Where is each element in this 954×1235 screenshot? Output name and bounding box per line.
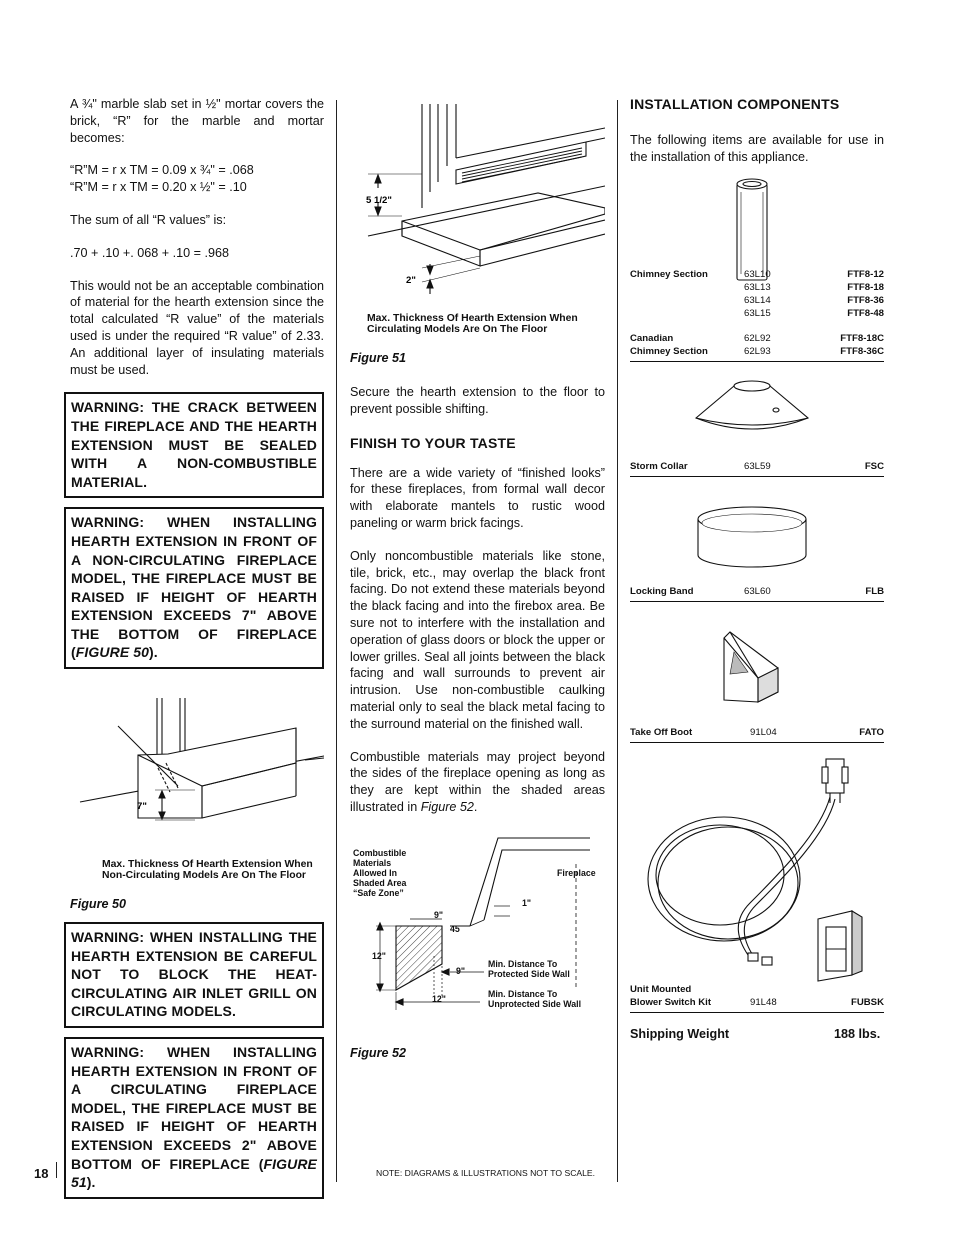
- locking-band-row: [630, 585, 884, 599]
- component-code: 63L59: [744, 460, 771, 472]
- component-family: FLB: [865, 585, 884, 597]
- component-name: Storm Collar: [630, 460, 688, 472]
- marble-intro: A ¾" marble slab set in ½" mortar covers the brick, “R” for the marble and mortar becomes:: [70, 97, 324, 145]
- blower-switch-kit-illustration: [630, 743, 884, 993]
- figure-51-label: Figure 51: [350, 351, 406, 365]
- component-family: FATO: [859, 726, 884, 738]
- component-family: FTF8-18C: [840, 332, 884, 344]
- warning-crack-seal: [64, 392, 324, 498]
- sum-label: The sum of all “R values” is:: [70, 212, 227, 227]
- warning-text: WARNING: WHEN INSTALLING HEARTH EXTENSION IN FRONT OF A NON-CIRCULATING FIREPLACE MODEL, THE FIREPLACE MUST BE RAISED IF HEIGHT OF HEARTH EXTENSION EXCEEDS 7" ABOVE THE BOTTOM OF FIREPLACE (: [71, 514, 317, 661]
- component-code: 63L10: [744, 268, 771, 280]
- scale-note: NOTE: DIAGRAMS & ILLUSTRATIONS NOT TO SCALE.: [376, 1168, 596, 1178]
- component-code: 63L13: [744, 281, 771, 293]
- text: Combustible materials may project beyond the sides of the fireplace opening as long as they are kept within the shaded areas illustrated in: [350, 749, 605, 814]
- warning-air-inlet: [64, 922, 324, 1028]
- storm-collar-illustration: [630, 362, 884, 458]
- component-code: 62L92: [744, 332, 771, 344]
- warning-circulating: [64, 1037, 324, 1199]
- component-name: Canadian: [630, 332, 674, 344]
- finish-paragraph-3: [350, 749, 605, 816]
- combustible-line-3: Allowed In: [353, 867, 397, 878]
- component-code: 63L14: [744, 294, 771, 306]
- page-number-rule: [56, 1162, 57, 1178]
- shipping-weight: [630, 1027, 884, 1047]
- component-code: 63L15: [744, 307, 771, 319]
- equation-2: “R”M = r x TM = 0.20 x ½" = .10: [70, 180, 247, 195]
- combustible-line-1: Combustible: [353, 847, 407, 858]
- r-value-equations: [70, 162, 324, 196]
- component-family: FUBSK: [850, 996, 884, 1008]
- min-unprotected-line-2: Unprotected Side Wall: [488, 998, 582, 1009]
- figure-52: [350, 832, 605, 1062]
- warning-text: WARNING: THE CRACK BETWEEN THE FIREPLACE AND THE HEARTH EXTENSION MUST BE SEALED WITH A NON-COMBUSTIBLE MATERIAL.: [71, 399, 317, 490]
- combustible-line-2: Materials: [353, 857, 392, 868]
- locking-band-illustration: [630, 477, 884, 587]
- figure-50-caption: Max. Thickness Of Hearth Extension When Non-Circulating Models Are On The Floor: [102, 859, 313, 882]
- finish-heading: FINISH TO YOUR TASTE: [350, 434, 516, 451]
- canadian-chimney-list: [630, 332, 884, 358]
- dimension-12-inch-left: 12": [372, 950, 386, 961]
- column-divider-right: [617, 100, 618, 1182]
- figure-52-label: Figure 52: [350, 1045, 406, 1060]
- component-family: FSC: [864, 460, 884, 472]
- min-unprotected-line-1: Min. Distance To: [488, 988, 558, 999]
- component-family: FTF8-12: [847, 268, 884, 280]
- text-end: .: [473, 799, 478, 814]
- min-protected-line-1: Min. Distance To: [488, 958, 558, 969]
- component-name: Take Off Boot: [630, 726, 693, 738]
- figure-52-diagram: [350, 836, 605, 1036]
- figure-51-caption: Max. Thickness Of Hearth Extension When Circulating Models Are On The Floor: [367, 313, 578, 335]
- sum-equation: .70 + .10 +. 068 + .10 = .968: [70, 245, 229, 260]
- column-2: [350, 96, 605, 1062]
- figure-51-dimension-thickness: 2": [406, 275, 416, 286]
- combustible-line-5: “Safe Zone”: [353, 887, 404, 898]
- component-name: Chimney Section: [630, 345, 708, 357]
- components-heading: INSTALLATION COMPONENTS: [630, 96, 840, 112]
- component-family: FTF8-48: [847, 307, 884, 319]
- warning-non-circulating: [64, 507, 324, 669]
- secure-paragraph: Secure the hearth extension to the floor to prevent possible shifting.: [350, 385, 605, 416]
- dimension-1-inch: 1": [522, 897, 532, 908]
- figure-50-dimension: 7": [137, 801, 147, 813]
- figure-51-diagram: [350, 96, 605, 306]
- shipping-weight-value: 188 lbs.: [834, 1026, 881, 1041]
- warning-text-end: ).: [149, 644, 158, 661]
- column-divider-left: [336, 100, 337, 1182]
- dimension-9-inch-top: 9": [434, 909, 444, 920]
- component-code: 91L04: [750, 726, 777, 738]
- component-name: Unit Mounted: [630, 983, 692, 995]
- equation-1: “R”M = r x TM = 0.09 x ¾" = .068: [70, 163, 254, 178]
- components-intro: The following items are available for use in the installation of this appliance.: [630, 133, 884, 164]
- component-family: FTF8-18: [847, 281, 884, 293]
- dimension-9-inch-mid: 9": [456, 965, 466, 976]
- combustible-line-4: Shaded Area: [353, 877, 407, 888]
- component-name: Locking Band: [630, 585, 694, 597]
- figure-50-label: Figure 50: [70, 897, 126, 912]
- divider: [630, 1012, 884, 1013]
- figure-51-dimension-height: 5 1/2": [366, 195, 392, 206]
- component-code: 62L93: [744, 345, 771, 357]
- figure-reference: FIGURE 50: [75, 644, 150, 661]
- warning-text-end: ).: [86, 1174, 96, 1191]
- finish-paragraph-1: There are a wide variety of “finished looks” for these fireplaces, from formal wall decor with elaborate mantels to rustic wood paneling or warm brick facings.: [350, 465, 605, 530]
- warning-text: WARNING: WHEN INSTALLING THE HEARTH EXTENSION BE CAREFUL NOT TO BLOCK THE HEAT-CIRCULATING AIR INLET GRILL ON CIRCULATING MODELS.: [71, 929, 317, 1020]
- component-name: Blower Switch Kit: [630, 996, 712, 1008]
- component-code: 63L60: [744, 585, 771, 597]
- component-name: Chimney Section: [630, 268, 708, 280]
- combination-paragraph: This would not be an acceptable combination of material for the hearth extension since the total calculated “R value” of the materials used is under the required “R value” of 2.33. An additional layer of insulating materials must be used.: [70, 278, 324, 377]
- dimension-12-inch-bottom: 12": [432, 993, 446, 1004]
- shipping-weight-label: Shipping Weight: [630, 1026, 730, 1041]
- take-off-boot-row: [630, 726, 884, 740]
- min-protected-line-2: Protected Side Wall: [488, 968, 570, 979]
- blower-switch-kit-list: [630, 983, 884, 1009]
- column-3: [630, 96, 884, 1047]
- page-number: 18: [34, 1166, 49, 1181]
- fireplace-label: Fireplace: [557, 867, 596, 878]
- chimney-section-list: [630, 268, 884, 332]
- figure-reference: FIGURE 51: [71, 1155, 317, 1191]
- figure-51: [350, 96, 605, 372]
- take-off-boot-illustration: [630, 602, 884, 726]
- finish-paragraph-2: Only noncombustible materials like stone, tile, brick, etc., may overlap the black front facing. Do not extend these materials beyond the black facing and into the firebox area. Be sure not to interfere with the installation and operation of glass doors or block the upper or lower grilles. Seal all joints between the black facing and wall surrounds to prevent air intrusion. Use non-combustible caulking material only to seal the black metal facing to the surround material on the finished wall.: [350, 548, 605, 731]
- figure-50: [70, 678, 324, 912]
- figure-50-diagram: [70, 678, 324, 856]
- column-1: [70, 96, 324, 1208]
- figure-reference: Figure 52: [420, 799, 474, 814]
- component-family: FTF8-36: [847, 294, 884, 306]
- warning-text: WARNING: WHEN INSTALLING HEARTH EXTENSION IN FRONT OF A CIRCULATING FIREPLACE MODEL, THE FIREPLACE MUST BE RAISED IF HEIGHT OF HEARTH EXTENSION EXCEEDS 2" ABOVE BOTTOM OF FIREPLACE (: [71, 1044, 317, 1172]
- dimension-45: 45: [450, 923, 460, 934]
- storm-collar-row: [630, 460, 884, 474]
- component-code: 91L48: [750, 996, 777, 1008]
- component-family: FTF8-36C: [840, 345, 884, 357]
